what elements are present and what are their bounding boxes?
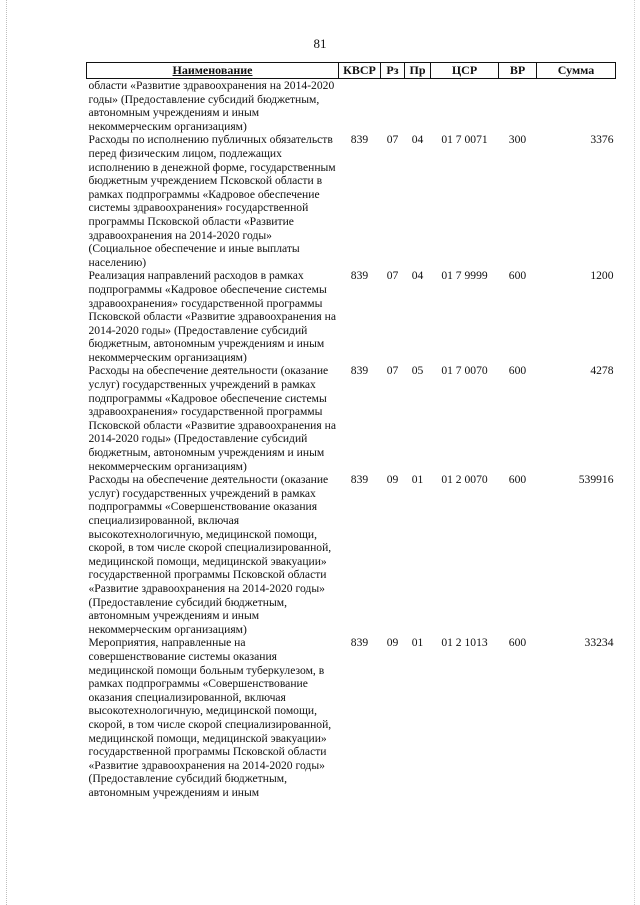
header-pr: Пр [405,63,431,79]
row-csr: 01 2 0070 [441,473,488,487]
row-name: области «Развитие здравоохранения на 2014-2020 годы» (Предоставление субсидий бюджетным, автономным учреждениям и иным некоммерческим организациям) [88,79,335,133]
row-rz: 07 [386,133,399,147]
row-vr: 600 [508,636,527,650]
row-rz: 07 [386,364,399,378]
row-csr [431,79,499,134]
row-sum: 1200 [590,269,614,283]
row-rz [381,79,405,134]
scan-edge-right [634,0,636,905]
scan-edge-left [6,0,8,905]
row-sum: 4278 [590,364,614,378]
row-name: Расходы по исполнению публичных обязательств перед физическим лицом, подлежащих исполнению в денежной форме, государственным бюджетным учреждением Псковской области в рамках подпрограммы «Кадровое обеспечение системы здравоохранения» государственной программы Псковской области «Развитие здравоохранения на 2014-2020 годы» (Социальное обеспечение и иные выплаты населению) [88,133,336,269]
row-vr: 600 [508,269,527,283]
row-pr: 04 [411,269,424,283]
page-number: 81 [313,36,327,51]
row-vr [499,79,537,134]
row-kvsr [339,79,381,134]
row-name: Расходы на обеспечение деятельности (оказание услуг) государственных учреждений в рамках подпрограммы «Кадровое обеспечение системы здравоохранения» государственной программы Псковской области «Развитие здравоохранения на 2014-2020 годы» (Предоставление субсидий бюджетным, автономным учреждениям и иным некоммерческим организациям) [88,364,336,473]
row-pr: 04 [411,133,424,147]
row-pr: 05 [411,364,424,378]
header-name: Наименование [87,63,339,79]
row-csr: 01 7 0071 [441,133,488,147]
row-vr: 600 [508,473,527,487]
table-row [87,133,616,269]
header-kvsr: КВСР [339,63,381,79]
row-name: Мероприятия, направленные на совершенствование системы оказания медицинской помощи больным туберкулезом, в рамках подпрограммы «Совершенствование оказания специализированной, включая высокотехнологичную, медицинской помощи, скорой, в том числе скорой специализированной, медицинской помощи, медицинской эвакуации» государственной программы Псковской области «Развитие здравоохранения на 2014-2020 годы» (Предоставление субсидий бюджетным, автономным учреждениям и иным [88,636,332,799]
row-sum [537,79,616,134]
row-kvsr: 839 [350,636,369,650]
row-kvsr: 839 [350,269,369,283]
table-row [87,364,616,473]
row-kvsr: 839 [350,133,369,147]
row-csr: 01 7 0070 [441,364,488,378]
row-name: Расходы на обеспечение деятельности (оказание услуг) государственных учреждений в рамках подпрограммы «Совершенствование оказания специализированной, включая высокотехнологичную, медицинской помощи, скорой, в том числе скорой специализированной, медицинской помощи, медицинской эвакуации» государственной программы Псковской области «Развитие здравоохранения на 2014-2020 годы» (Предоставление субсидий бюджетным, автономным учреждениям и иным некоммерческим организациям) [88,473,332,636]
row-vr: 600 [508,364,527,378]
row-sum: 539916 [578,473,614,487]
row-sum: 33234 [584,636,614,650]
budget-table [86,62,616,799]
row-sum: 3376 [590,133,614,147]
header-rz: Рз [381,63,405,79]
table-row [87,473,616,636]
table-row [87,636,616,799]
header-vr: ВР [499,63,537,79]
table-row [87,79,616,134]
table-header-row [87,63,616,79]
row-pr: 01 [411,473,424,487]
row-csr: 01 2 1013 [441,636,488,650]
row-kvsr: 839 [350,364,369,378]
row-name: Реализация направлений расходов в рамках подпрограммы «Кадровое обеспечение системы здравоохранения» государственной программы Псковской области «Развитие здравоохранения на 2014-2020 годы» (Предоставление субсидий бюджетным, автономным учреждениям и иным некоммерческим организациям) [88,269,336,364]
row-rz: 07 [386,269,399,283]
row-pr: 01 [411,636,424,650]
row-rz: 09 [386,636,399,650]
row-kvsr: 839 [350,473,369,487]
header-csr: ЦСР [431,63,499,79]
header-sum: Сумма [537,63,616,79]
table-row [87,269,616,364]
row-csr: 01 7 9999 [441,269,488,283]
row-rz: 09 [386,473,399,487]
row-vr: 300 [508,133,527,147]
row-pr [405,79,431,134]
